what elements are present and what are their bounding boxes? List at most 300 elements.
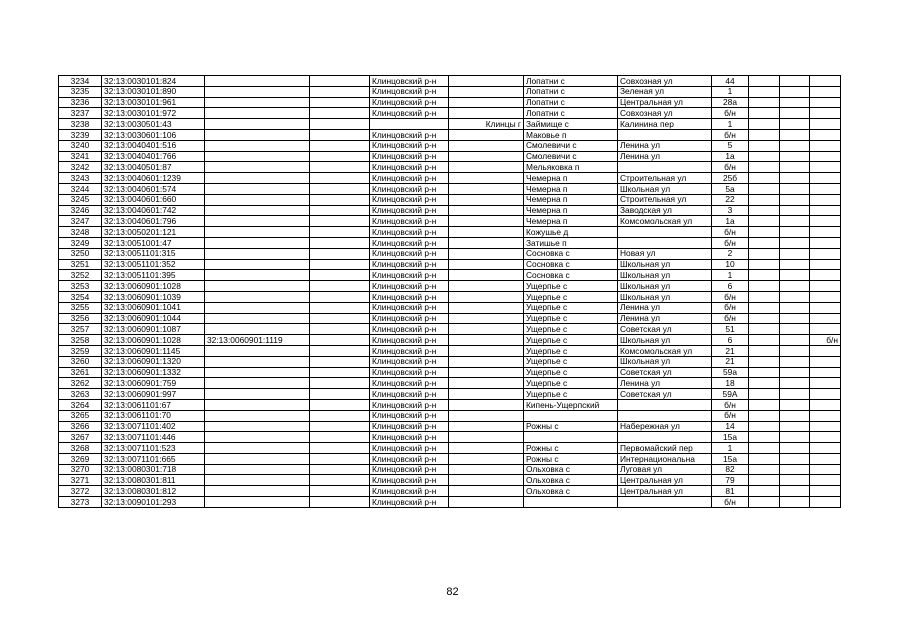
table-row — [59, 356, 841, 367]
extra-cell-cell — [749, 216, 780, 227]
extra-cell-cell — [749, 443, 780, 454]
note-cell — [810, 291, 841, 302]
cadastral-number-cell: 32:13:0090101:293 — [102, 497, 205, 508]
street-cell: Строительная ул — [618, 194, 712, 205]
extra-cell-cell — [780, 399, 810, 410]
extra-cell-cell — [780, 76, 810, 87]
linked-cadastral-number-cell — [205, 173, 310, 184]
row-number-cell: 3240 — [59, 140, 102, 151]
house-number-cell: 28а — [712, 97, 749, 108]
table-row — [59, 183, 841, 194]
extra-cell-cell — [310, 345, 370, 356]
table-row — [59, 291, 841, 302]
city-cell — [449, 86, 524, 97]
row-number-cell: 3262 — [59, 378, 102, 389]
street-cell — [618, 410, 712, 421]
extra-cell-cell — [310, 216, 370, 227]
row-number-cell: 3272 — [59, 486, 102, 497]
district-cell: Клинцовский р-н — [370, 453, 449, 464]
house-number-cell: 1 — [712, 443, 749, 454]
house-number-cell: 44 — [712, 76, 749, 87]
row-number-cell: 3270 — [59, 464, 102, 475]
extra-cell-cell — [310, 227, 370, 238]
linked-cadastral-number-cell — [205, 367, 310, 378]
page-number: 82 — [446, 586, 459, 598]
table-row — [59, 216, 841, 227]
extra-cell-cell — [780, 216, 810, 227]
house-number-cell: 5 — [712, 140, 749, 151]
extra-cell-cell — [780, 432, 810, 443]
district-cell: Клинцовский р-н — [370, 97, 449, 108]
house-number-cell: 82 — [712, 464, 749, 475]
table-row — [59, 410, 841, 421]
note-cell — [810, 76, 841, 87]
table-row — [59, 248, 841, 259]
note-cell — [810, 421, 841, 432]
extra-cell-cell — [749, 313, 780, 324]
linked-cadastral-number-cell — [205, 270, 310, 281]
city-cell — [449, 259, 524, 270]
extra-cell-cell — [749, 183, 780, 194]
note-cell — [810, 302, 841, 313]
row-number-cell: 3256 — [59, 313, 102, 324]
extra-cell-cell — [749, 367, 780, 378]
table-row — [59, 281, 841, 292]
note-cell — [810, 324, 841, 335]
linked-cadastral-number-cell — [205, 410, 310, 421]
extra-cell-cell — [780, 129, 810, 140]
house-number-cell: 22 — [712, 194, 749, 205]
house-number-cell: 1а — [712, 151, 749, 162]
cadastral-number-cell: 32:13:0040401:766 — [102, 151, 205, 162]
extra-cell-cell — [310, 356, 370, 367]
house-number-cell: 18 — [712, 378, 749, 389]
row-number-cell: 3234 — [59, 76, 102, 87]
street-cell: Центральная ул — [618, 486, 712, 497]
note-cell — [810, 367, 841, 378]
extra-cell-cell — [749, 227, 780, 238]
linked-cadastral-number-cell — [205, 356, 310, 367]
row-number-cell: 3241 — [59, 151, 102, 162]
district-cell: Клинцовский р-н — [370, 270, 449, 281]
extra-cell-cell — [310, 151, 370, 162]
settlement-cell: Лопатни с — [524, 108, 618, 119]
street-cell: Центральная ул — [618, 97, 712, 108]
cadastral-number-cell: 32:13:0040601:660 — [102, 194, 205, 205]
house-number-cell: б/н — [712, 227, 749, 238]
settlement-cell: Ущерпье с — [524, 324, 618, 335]
extra-cell-cell — [780, 227, 810, 238]
extra-cell-cell — [780, 453, 810, 464]
row-number-cell: 3254 — [59, 291, 102, 302]
note-cell — [810, 119, 841, 130]
row-number-cell: 3248 — [59, 227, 102, 238]
cadastral-number-cell: 32:13:0071101:446 — [102, 432, 205, 443]
row-number-cell: 3238 — [59, 119, 102, 130]
extra-cell-cell — [749, 129, 780, 140]
extra-cell-cell — [749, 76, 780, 87]
note-cell — [810, 313, 841, 324]
city-cell — [449, 335, 524, 346]
settlement-cell: Кожушье д — [524, 227, 618, 238]
extra-cell-cell — [310, 129, 370, 140]
settlement-cell: Ольховка с — [524, 475, 618, 486]
street-cell: Ленина ул — [618, 378, 712, 389]
table-row — [59, 205, 841, 216]
extra-cell-cell — [780, 389, 810, 400]
note-cell — [810, 389, 841, 400]
table-row — [59, 194, 841, 205]
row-number-cell: 3253 — [59, 281, 102, 292]
extra-cell-cell — [780, 464, 810, 475]
note-cell — [810, 237, 841, 248]
linked-cadastral-number-cell — [205, 237, 310, 248]
note-cell — [810, 486, 841, 497]
extra-cell-cell — [780, 183, 810, 194]
city-cell — [449, 151, 524, 162]
house-number-cell: 10 — [712, 259, 749, 270]
settlement-cell: Смолевичи с — [524, 151, 618, 162]
street-cell: Строительная ул — [618, 173, 712, 184]
street-cell: Школьная ул — [618, 183, 712, 194]
cadastral-number-cell: 32:13:0051001:47 — [102, 237, 205, 248]
district-cell: Клинцовский р-н — [370, 324, 449, 335]
extra-cell-cell — [749, 302, 780, 313]
city-cell — [449, 173, 524, 184]
cadastral-number-cell: 32:13:0060901:1028 — [102, 281, 205, 292]
city-cell — [449, 464, 524, 475]
linked-cadastral-number-cell — [205, 162, 310, 173]
settlement-cell: Сосновка с — [524, 248, 618, 259]
extra-cell-cell — [310, 162, 370, 173]
linked-cadastral-number-cell — [205, 443, 310, 454]
linked-cadastral-number-cell — [205, 183, 310, 194]
cadastral-number-cell: 32:13:0061101:67 — [102, 399, 205, 410]
linked-cadastral-number-cell — [205, 486, 310, 497]
extra-cell-cell — [780, 151, 810, 162]
linked-cadastral-number-cell — [205, 345, 310, 356]
linked-cadastral-number-cell — [205, 291, 310, 302]
linked-cadastral-number-cell — [205, 281, 310, 292]
settlement-cell: Рожны с — [524, 453, 618, 464]
linked-cadastral-number-cell — [205, 324, 310, 335]
note-cell — [810, 345, 841, 356]
settlement-cell: Сосновка с — [524, 270, 618, 281]
settlement-cell: Чемерна п — [524, 183, 618, 194]
house-number-cell: 5а — [712, 183, 749, 194]
extra-cell-cell — [749, 356, 780, 367]
district-cell: Клинцовский р-н — [370, 108, 449, 119]
cadastral-number-cell: 32:13:0060901:1320 — [102, 356, 205, 367]
district-cell — [370, 119, 449, 130]
settlement-cell: Ущерпье с — [524, 356, 618, 367]
district-cell: Клинцовский р-н — [370, 345, 449, 356]
extra-cell-cell — [780, 497, 810, 508]
extra-cell-cell — [780, 335, 810, 346]
cadastral-number-cell: 32:13:0060901:1044 — [102, 313, 205, 324]
house-number-cell: б/н — [712, 237, 749, 248]
linked-cadastral-number-cell — [205, 76, 310, 87]
street-cell: Комсомольская ул — [618, 345, 712, 356]
note-cell — [810, 464, 841, 475]
note-cell — [810, 475, 841, 486]
table-row — [59, 421, 841, 432]
note-cell — [810, 378, 841, 389]
district-cell: Клинцовский р-н — [370, 313, 449, 324]
house-number-cell: 21 — [712, 356, 749, 367]
extra-cell-cell — [780, 486, 810, 497]
cadastral-number-cell: 32:13:0051101:352 — [102, 259, 205, 270]
linked-cadastral-number-cell — [205, 151, 310, 162]
extra-cell-cell — [780, 119, 810, 130]
extra-cell-cell — [749, 97, 780, 108]
settlement-cell: Лопатни с — [524, 86, 618, 97]
extra-cell-cell — [780, 443, 810, 454]
city-cell — [449, 162, 524, 173]
settlement-cell: Рожны с — [524, 421, 618, 432]
street-cell: Ленина ул — [618, 140, 712, 151]
note-cell — [810, 259, 841, 270]
linked-cadastral-number-cell — [205, 464, 310, 475]
city-cell — [449, 497, 524, 508]
row-number-cell: 3239 — [59, 129, 102, 140]
extra-cell-cell — [780, 313, 810, 324]
extra-cell-cell — [310, 119, 370, 130]
linked-cadastral-number-cell — [205, 432, 310, 443]
row-number-cell: 3265 — [59, 410, 102, 421]
extra-cell-cell — [749, 497, 780, 508]
extra-cell-cell — [780, 378, 810, 389]
extra-cell-cell — [749, 173, 780, 184]
city-cell — [449, 76, 524, 87]
extra-cell-cell — [310, 324, 370, 335]
district-cell: Клинцовский р-н — [370, 356, 449, 367]
extra-cell-cell — [310, 183, 370, 194]
extra-cell-cell — [749, 475, 780, 486]
linked-cadastral-number-cell — [205, 119, 310, 130]
extra-cell-cell — [749, 162, 780, 173]
extra-cell-cell — [749, 205, 780, 216]
house-number-cell: 2 — [712, 248, 749, 259]
city-cell — [449, 194, 524, 205]
table-row — [59, 389, 841, 400]
extra-cell-cell — [310, 259, 370, 270]
cadastral-number-cell: 32:13:0051101:395 — [102, 270, 205, 281]
house-number-cell: 6 — [712, 281, 749, 292]
street-cell: Калинина пер — [618, 119, 712, 130]
extra-cell-cell — [780, 345, 810, 356]
note-cell — [810, 410, 841, 421]
extra-cell-cell — [310, 475, 370, 486]
note-cell — [810, 129, 841, 140]
extra-cell-cell — [780, 162, 810, 173]
note-cell — [810, 453, 841, 464]
district-cell: Клинцовский р-н — [370, 205, 449, 216]
street-cell: Школьная ул — [618, 281, 712, 292]
street-cell: Школьная ул — [618, 291, 712, 302]
street-cell: Совхозная ул — [618, 108, 712, 119]
table-row — [59, 302, 841, 313]
note-cell: б/н — [810, 335, 841, 346]
house-number-cell: б/н — [712, 313, 749, 324]
extra-cell-cell — [749, 378, 780, 389]
district-cell: Клинцовский р-н — [370, 86, 449, 97]
house-number-cell: б/н — [712, 302, 749, 313]
city-cell — [449, 399, 524, 410]
extra-cell-cell — [310, 453, 370, 464]
table-row — [59, 173, 841, 184]
extra-cell-cell — [749, 432, 780, 443]
settlement-cell: Мельяковка п — [524, 162, 618, 173]
cadastral-number-cell: 32:13:0051101:315 — [102, 248, 205, 259]
extra-cell-cell — [780, 356, 810, 367]
table-row — [59, 378, 841, 389]
district-cell: Клинцовский р-н — [370, 76, 449, 87]
settlement-cell: Займище с — [524, 119, 618, 130]
city-cell — [449, 356, 524, 367]
settlement-cell: Ущерпье с — [524, 378, 618, 389]
extra-cell-cell — [780, 205, 810, 216]
district-cell: Клинцовский р-н — [370, 237, 449, 248]
cadastral-number-cell: 32:13:0040501:87 — [102, 162, 205, 173]
district-cell: Клинцовский р-н — [370, 194, 449, 205]
table-row — [59, 345, 841, 356]
extra-cell-cell — [310, 486, 370, 497]
extra-cell-cell — [310, 86, 370, 97]
table-row — [59, 97, 841, 108]
street-cell — [618, 497, 712, 508]
street-cell: Комсомольская ул — [618, 216, 712, 227]
district-cell: Клинцовский р-н — [370, 497, 449, 508]
house-number-cell: 3 — [712, 205, 749, 216]
settlement-cell: Рожны с — [524, 443, 618, 454]
house-number-cell: 1 — [712, 119, 749, 130]
cadastral-number-cell: 32:13:0030101:824 — [102, 76, 205, 87]
linked-cadastral-number-cell — [205, 86, 310, 97]
row-number-cell: 3245 — [59, 194, 102, 205]
extra-cell-cell — [749, 399, 780, 410]
house-number-cell: 14 — [712, 421, 749, 432]
row-number-cell: 3244 — [59, 183, 102, 194]
city-cell — [449, 421, 524, 432]
note-cell — [810, 151, 841, 162]
linked-cadastral-number-cell — [205, 421, 310, 432]
table-row — [59, 486, 841, 497]
extra-cell-cell — [780, 237, 810, 248]
extra-cell-cell — [749, 335, 780, 346]
row-number-cell: 3243 — [59, 173, 102, 184]
city-cell — [449, 97, 524, 108]
extra-cell-cell — [749, 291, 780, 302]
district-cell: Клинцовский р-н — [370, 486, 449, 497]
settlement-cell: Кипень-Ущерпский — [524, 399, 618, 410]
extra-cell-cell — [749, 237, 780, 248]
table-row — [59, 108, 841, 119]
extra-cell-cell — [780, 248, 810, 259]
settlement-cell: Ущерпье с — [524, 335, 618, 346]
extra-cell-cell — [749, 194, 780, 205]
cadastral-number-cell: 32:13:0080301:811 — [102, 475, 205, 486]
district-cell: Клинцовский р-н — [370, 183, 449, 194]
extra-cell-cell — [310, 378, 370, 389]
linked-cadastral-number-cell — [205, 302, 310, 313]
table-row — [59, 475, 841, 486]
district-cell: Клинцовский р-н — [370, 227, 449, 238]
district-cell: Клинцовский р-н — [370, 129, 449, 140]
house-number-cell: 1 — [712, 86, 749, 97]
city-cell — [449, 248, 524, 259]
settlement-cell: Ущерпье с — [524, 389, 618, 400]
row-number-cell: 3263 — [59, 389, 102, 400]
settlement-cell: Чемерна п — [524, 173, 618, 184]
house-number-cell: б/н — [712, 129, 749, 140]
street-cell: Школьная ул — [618, 259, 712, 270]
district-cell: Клинцовский р-н — [370, 281, 449, 292]
extra-cell-cell — [749, 345, 780, 356]
table-row — [59, 162, 841, 173]
street-cell — [618, 162, 712, 173]
table-row — [59, 86, 841, 97]
extra-cell-cell — [780, 410, 810, 421]
extra-cell-cell — [310, 173, 370, 184]
house-number-cell: 59а — [712, 367, 749, 378]
house-number-cell: б/н — [712, 497, 749, 508]
row-number-cell: 3269 — [59, 453, 102, 464]
settlement-cell: Ущерпье с — [524, 367, 618, 378]
row-number-cell: 3258 — [59, 335, 102, 346]
city-cell — [449, 378, 524, 389]
note-cell — [810, 140, 841, 151]
extra-cell-cell — [310, 237, 370, 248]
house-number-cell: 21 — [712, 345, 749, 356]
linked-cadastral-number-cell: 32:13:0060901:1119 — [205, 335, 310, 346]
settlement-cell: Ущерпье с — [524, 291, 618, 302]
cadastral-number-cell: 32:13:0060901:759 — [102, 378, 205, 389]
city-cell — [449, 432, 524, 443]
settlement-cell: Ущерпье с — [524, 345, 618, 356]
street-cell — [618, 432, 712, 443]
settlement-cell: Лопатни с — [524, 76, 618, 87]
city-cell — [449, 270, 524, 281]
city-cell — [449, 389, 524, 400]
street-cell: Новая ул — [618, 248, 712, 259]
city-cell — [449, 443, 524, 454]
city-cell — [449, 227, 524, 238]
linked-cadastral-number-cell — [205, 194, 310, 205]
extra-cell-cell — [310, 76, 370, 87]
note-cell — [810, 97, 841, 108]
cadastral-number-cell: 32:13:0040601:742 — [102, 205, 205, 216]
street-cell: Набережная ул — [618, 421, 712, 432]
settlement-cell — [524, 410, 618, 421]
district-cell: Клинцовский р-н — [370, 248, 449, 259]
district-cell: Клинцовский р-н — [370, 151, 449, 162]
row-number-cell: 3259 — [59, 345, 102, 356]
city-cell — [449, 324, 524, 335]
linked-cadastral-number-cell — [205, 475, 310, 486]
extra-cell-cell — [780, 173, 810, 184]
linked-cadastral-number-cell — [205, 389, 310, 400]
street-cell — [618, 399, 712, 410]
row-number-cell: 3237 — [59, 108, 102, 119]
extra-cell-cell — [310, 97, 370, 108]
settlement-cell: Ольховка с — [524, 464, 618, 475]
table-row — [59, 443, 841, 454]
extra-cell-cell — [310, 281, 370, 292]
extra-cell-cell — [310, 389, 370, 400]
city-cell — [449, 410, 524, 421]
cadastral-number-cell: 32:13:0080301:812 — [102, 486, 205, 497]
